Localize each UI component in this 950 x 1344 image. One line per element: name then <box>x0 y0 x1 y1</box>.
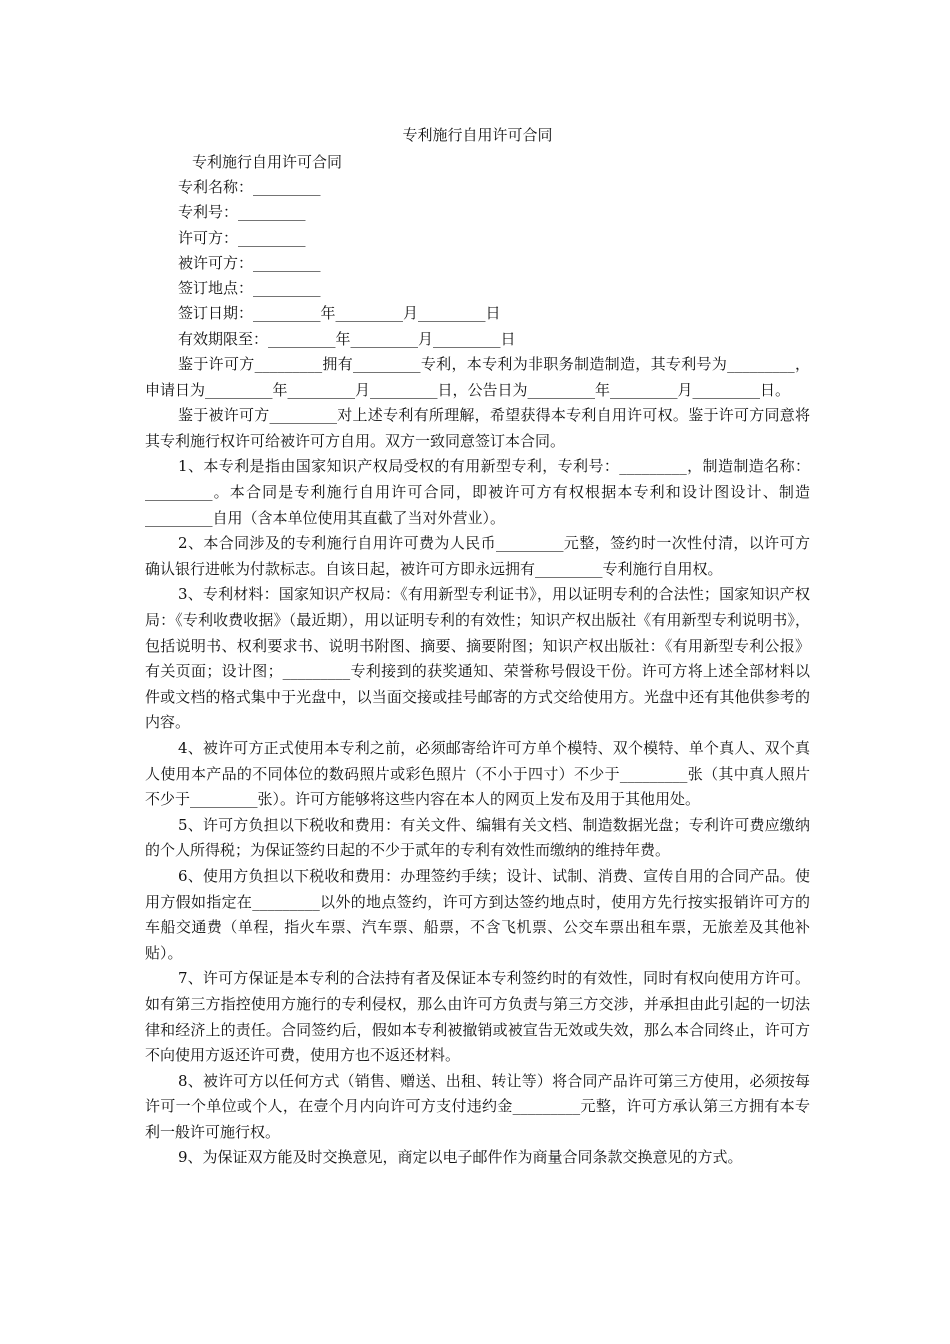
clause-6: 6、使用方负担以下税收和费用：办理签约手续；设计、试制、消费、宣传自用的合同产品。使用方假如指定在_________以外的地点签约，许可方到达签约地点时，使用方先行按实报销许可方的车船交通费（单程，指火车票、汽车票、船票，不含飞机票、公交车票出租车票，无旅差及其他补贴）。 <box>145 866 810 962</box>
document-subtitle: 专利施行自用许可合同 <box>192 153 343 171</box>
field-patent-name: 专利名称：_________ <box>178 178 321 196</box>
clause-4: 4、被许可方正式使用本专利之前，必须邮寄给许可方单个模特、双个模特、单个真人、双个真人使用本产品的不同体位的数码照片或彩色照片（不小于四寸）不少于_________张（其中真人照片不少于_________张）。许可方能够将这些内容在本人的网页上发布及用于其他用处。 <box>145 738 810 809</box>
clause-9: 9、为保证双方能及时交换意见，商定以电子邮件作为商量合同条款交换意见的方式。 <box>178 1148 743 1167</box>
field-licensor: 许可方：_________ <box>178 228 306 247</box>
paragraph-preamble-2: 鉴于被许可方_________对上述专利有所理解，希望获得本专利自用许可权。鉴于许可方同意将其专利施行权许可给被许可方自用。双方一致同意签订本合同。 <box>145 406 810 450</box>
field-signing-date: 签订日期：_________年_________月_________日 <box>178 304 501 323</box>
paragraph-preamble-1: 鉴于许可方_________拥有_________专利，本专利为非职务制造制造，其专利号为_________，申请日为_________年_________月_________日，公告日为_________年_________月_________日。 <box>145 355 810 399</box>
clause-2: 2、本合同涉及的专利施行自用许可费为人民币_________元整，签约时一次性付清，以许可方确认银行进帐为付款标志。自该日起，被许可方即永远拥有_________专利施行自用权。 <box>145 534 810 578</box>
contract-page <box>145 122 810 1171</box>
clause-3: 3、专利材料：国家知识产权局：《有用新型专利证书》，用以证明专利的合法性；国家知识产权局：《专利收费收据》（最近期），用以证明专利的有效性；知识产权出版社《有用新型专利说明书》，包括说明书、权利要求书、说明书附图、摘要、摘要附图；知识产权出版社：《有用新型专利公报》有关页面；设计图；_________专利接到的获奖通知、荣誉称号假设干份。许可方将上述全部材料以件或文档的格式集中于光盘中，以当面交接或挂号邮寄的方式交给使用方。光盘中还有其他供参考的内容。 <box>145 585 810 732</box>
clause-5: 5、许可方负担以下税收和费用：有关文件、编辑有关文档、制造数据光盘；专利许可费应缴纳的个人所得税；为保证签约日起的不少于贰年的专利有效性而缴纳的维持年费。 <box>145 815 810 860</box>
field-licensee: 被许可方：_________ <box>178 253 321 272</box>
clause-8: 8、被许可方以任何方式（销售、赠送、出租、转让等）将合同产品许可第三方使用，必须按每许可一个单位或个人，在壹个月内向许可方支付违约金_________元整，许可方承认第三方拥有本专利一般许可施行权。 <box>145 1071 810 1141</box>
field-signing-place: 签订地点：_________ <box>178 279 321 298</box>
field-valid-until: 有效期限至：_________年_________月_________日 <box>178 329 516 348</box>
clause-7: 7、许可方保证是本专利的合法持有者及保证本专利签约时的有效性，同时有权向使用方许可。如有第三方指控使用方施行的专利侵权，那么由许可方负责与第三方交涉，并承担由此引起的一切法律和经济上的责任。合同签约后，假如本专利被撤销或被宣告无效或失效，那么本合同终止，许可方不向使用方返还许可费，使用方也不返还材料。 <box>145 969 810 1065</box>
clause-1: 1、本专利是指由国家知识产权局受权的有用新型专利，专利号：_________，制造制造名称：_________。本合同是专利施行自用许可合同，即被许可方有权根据本专利和设计图设计、制造_________自用（含本单位使用其直截了当对外营业）。 <box>145 457 810 527</box>
document-title: 专利施行自用许可合同 <box>402 126 553 144</box>
field-patent-number: 专利号：_________ <box>178 203 306 222</box>
